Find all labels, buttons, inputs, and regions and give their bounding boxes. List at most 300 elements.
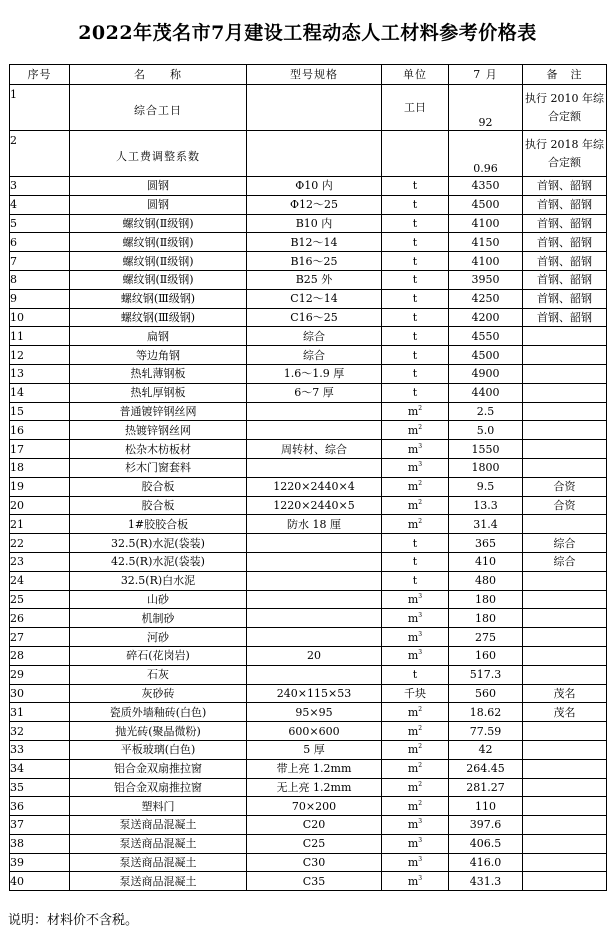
spec: 240×115×53	[276, 686, 352, 700]
material-name-cell	[70, 289, 247, 308]
material-name: 河砂	[147, 630, 169, 644]
unit-cell	[382, 496, 449, 515]
header-spec: 型号规格	[247, 65, 382, 85]
row-number-cell	[10, 703, 70, 722]
table-row	[10, 552, 607, 571]
material-name: 灰砂砖	[141, 686, 175, 700]
price-cell	[449, 759, 523, 778]
unit-cell	[382, 440, 449, 459]
spec: 1.6～1.9 厚	[283, 367, 345, 381]
unit-cell	[382, 515, 449, 534]
spec: B10 内	[295, 216, 333, 230]
price-cell	[449, 270, 523, 289]
row-number-cell	[10, 477, 70, 496]
unit-cell	[382, 872, 449, 891]
unit-cell	[382, 684, 449, 703]
table-row	[10, 703, 607, 722]
table-row	[10, 233, 607, 252]
price-cell	[449, 177, 523, 196]
spec: 防水 18 厘	[287, 517, 341, 531]
material-name: 热镀锌钢丝网	[125, 423, 191, 437]
table-row	[10, 458, 607, 477]
spec-cell	[247, 853, 382, 872]
price: 1550	[471, 442, 500, 456]
row-number: 26	[10, 611, 24, 625]
spec-cell	[247, 252, 382, 271]
material-name: 42.5(R)水泥(袋装)	[111, 555, 205, 569]
row-number-cell	[10, 131, 70, 177]
material-name-cell	[70, 421, 247, 440]
material-name-cell	[70, 85, 247, 131]
spec: 70×200	[291, 799, 337, 813]
unit: m	[407, 592, 419, 606]
note-cell	[523, 346, 607, 365]
table-row	[10, 270, 607, 289]
row-number-cell	[10, 327, 70, 346]
note: 综合	[553, 555, 576, 569]
price: 4500	[471, 198, 500, 212]
spec-cell	[247, 534, 382, 553]
row-number: 17	[10, 442, 24, 456]
spec-cell	[247, 759, 382, 778]
price-cell	[449, 571, 523, 590]
row-number-cell	[10, 571, 70, 590]
note-cell	[523, 177, 607, 196]
row-number: 12	[10, 348, 24, 362]
material-name: 普通镀锌钢丝网	[119, 404, 197, 418]
table-row	[10, 515, 607, 534]
table-row	[10, 496, 607, 515]
spec: C35	[302, 874, 326, 888]
material-name-cell	[70, 346, 247, 365]
material-name: 机制砂	[141, 611, 175, 625]
unit-cell	[382, 703, 449, 722]
price: 13.3	[473, 498, 498, 512]
row-number-cell	[10, 214, 70, 233]
note: 首钢、韶钢	[537, 254, 592, 268]
row-number: 10	[10, 310, 24, 324]
row-number: 36	[10, 799, 24, 813]
note: 首钢、韶钢	[537, 235, 592, 249]
material-name: 螺纹钢(Ⅱ级钢)	[122, 273, 194, 287]
table-row	[10, 440, 607, 459]
material-name: 泵送商品混凝土	[119, 837, 197, 851]
material-name: 碎石(花岗岩)	[126, 649, 190, 663]
spec-cell	[247, 816, 382, 835]
table-row	[10, 628, 607, 647]
row-number: 24	[10, 574, 24, 588]
unit: m	[407, 743, 419, 757]
unit: t	[412, 348, 418, 362]
table-row	[10, 571, 607, 590]
price: 264.45	[466, 762, 505, 776]
price-cell	[449, 853, 523, 872]
unit-exponent: 3	[418, 837, 423, 845]
table-row	[10, 214, 607, 233]
header-note: 备 注	[523, 65, 607, 85]
table-row	[10, 797, 607, 816]
row-number-cell	[10, 289, 70, 308]
unit: m	[407, 517, 419, 531]
note-cell	[523, 872, 607, 891]
note: 合资	[553, 480, 576, 494]
price: 4150	[471, 235, 500, 249]
row-number: 13	[10, 367, 24, 381]
unit: t	[412, 198, 418, 212]
material-name: 螺纹钢(Ⅲ级钢)	[120, 292, 196, 306]
price: 110	[475, 799, 496, 813]
row-number: 1	[10, 88, 17, 101]
material-name: 铝合金双扇推拉窗	[114, 780, 202, 794]
unit: t	[412, 386, 418, 400]
price: 9.5	[476, 480, 495, 494]
note-cell	[523, 214, 607, 233]
spec: 20	[307, 649, 321, 663]
row-number: 28	[10, 649, 24, 663]
spec: 1220×2440×4	[273, 480, 355, 494]
material-name-cell	[70, 722, 247, 741]
price: 160	[475, 649, 496, 663]
price-cell	[449, 609, 523, 628]
unit-exponent: 3	[418, 874, 423, 882]
spec-cell	[247, 496, 382, 515]
material-name: 泵送商品混凝土	[119, 818, 197, 832]
material-name-cell	[70, 759, 247, 778]
row-number: 7	[10, 254, 17, 268]
material-name: 1#胶胶合板	[127, 517, 189, 531]
unit-cell	[382, 402, 449, 421]
material-name: 铝合金双扇推拉窗	[114, 762, 202, 776]
note-cell	[523, 477, 607, 496]
spec-cell	[247, 383, 382, 402]
row-number: 38	[10, 837, 24, 851]
table-row	[10, 590, 607, 609]
material-name-cell	[70, 797, 247, 816]
row-number: 27	[10, 630, 24, 644]
unit-exponent: 3	[418, 856, 423, 864]
spec-cell	[247, 402, 382, 421]
material-name: 螺纹钢(Ⅱ级钢)	[122, 254, 194, 268]
price-cell	[449, 646, 523, 665]
unit: m	[407, 818, 419, 832]
unit-cell	[382, 797, 449, 816]
row-number: 22	[10, 536, 24, 550]
material-name: 32.5(R)白水泥	[120, 574, 196, 588]
row-number-cell	[10, 684, 70, 703]
header-name: 名 称	[70, 65, 247, 85]
material-name-cell	[70, 552, 247, 571]
unit: 工日	[404, 101, 426, 114]
price: 406.5	[469, 837, 502, 851]
row-number: 9	[10, 292, 17, 306]
unit-cell	[382, 383, 449, 402]
material-name-cell	[70, 778, 247, 797]
table-row	[10, 131, 607, 177]
unit-exponent: 2	[418, 743, 423, 751]
spec-cell	[247, 684, 382, 703]
material-name: 热轧薄钢板	[130, 367, 186, 381]
note-cell	[523, 233, 607, 252]
price: 180	[475, 592, 496, 606]
row-number: 37	[10, 818, 24, 832]
material-name: 抛光砖(聚晶微粉)	[115, 724, 201, 738]
material-name-cell	[70, 853, 247, 872]
row-number: 5	[10, 216, 17, 230]
footer-note: 说明：材料价不含税。	[8, 913, 139, 928]
unit: t	[412, 292, 418, 306]
unit-cell	[382, 327, 449, 346]
price: 4200	[471, 310, 500, 324]
material-name-cell	[70, 458, 247, 477]
row-number-cell	[10, 346, 70, 365]
row-number: 34	[10, 762, 24, 776]
note: 首钢、韶钢	[537, 310, 592, 324]
page-title: 2022年茂名市7月建设工程动态人工材料参考价格表	[78, 22, 537, 44]
price: 3950	[471, 273, 500, 287]
unit: m	[407, 442, 419, 456]
spec-cell	[247, 703, 382, 722]
spec-cell	[247, 421, 382, 440]
note-cell	[523, 703, 607, 722]
price-cell	[449, 85, 523, 131]
unit-cell	[382, 571, 449, 590]
price-cell	[449, 364, 523, 383]
unit: t	[412, 216, 418, 230]
note: 首钢、韶钢	[537, 179, 592, 193]
material-name-cell	[70, 440, 247, 459]
price-cell	[449, 722, 523, 741]
row-number-cell	[10, 308, 70, 327]
table-row	[10, 722, 607, 741]
spec-cell	[247, 797, 382, 816]
note-cell	[523, 421, 607, 440]
row-number: 4	[10, 198, 17, 212]
unit: m	[407, 423, 419, 437]
price: 1800	[471, 461, 500, 475]
note-cell	[523, 628, 607, 647]
unit: m	[407, 874, 419, 888]
price-cell	[449, 458, 523, 477]
price-cell	[449, 195, 523, 214]
table-row	[10, 646, 607, 665]
spec: C12～14	[290, 292, 338, 306]
price-cell	[449, 440, 523, 459]
spec-cell	[247, 552, 382, 571]
material-name-cell	[70, 383, 247, 402]
price-cell	[449, 289, 523, 308]
price-cell	[449, 703, 523, 722]
unit-cell	[382, 646, 449, 665]
material-name-cell	[70, 534, 247, 553]
price: 5.0	[476, 423, 495, 437]
spec-cell	[247, 289, 382, 308]
unit-cell	[382, 289, 449, 308]
note-cell	[523, 665, 607, 684]
spec: 无上亮 1.2mm	[276, 780, 352, 794]
unit-exponent: 2	[418, 517, 423, 525]
spec: 6～7 厚	[294, 386, 334, 400]
table-row	[10, 308, 607, 327]
price-cell	[449, 797, 523, 816]
material-name: 石灰	[147, 668, 169, 682]
spec-cell	[247, 177, 382, 196]
note-cell	[523, 646, 607, 665]
spec-cell	[247, 364, 382, 383]
note: 首钢、韶钢	[537, 292, 592, 306]
price: 4250	[471, 292, 500, 306]
spec-cell	[247, 515, 382, 534]
material-name-cell	[70, 684, 247, 703]
unit-exponent: 2	[418, 705, 423, 713]
spec: C20	[302, 818, 326, 832]
table-row	[10, 872, 607, 891]
unit-cell	[382, 853, 449, 872]
material-name: 综合工日	[134, 104, 182, 117]
note-cell	[523, 327, 607, 346]
unit-cell	[382, 740, 449, 759]
spec-cell	[247, 740, 382, 759]
row-number-cell	[10, 440, 70, 459]
note-cell	[523, 85, 607, 131]
material-name-cell	[70, 131, 247, 177]
price-cell	[449, 665, 523, 684]
spec-cell	[247, 665, 382, 684]
price: 77.59	[469, 724, 502, 738]
row-number-cell	[10, 496, 70, 515]
material-name: 塑料门	[141, 799, 175, 813]
unit-cell	[382, 131, 449, 177]
row-number-cell	[10, 233, 70, 252]
note-cell	[523, 778, 607, 797]
material-name-cell	[70, 214, 247, 233]
unit-exponent: 2	[418, 762, 423, 770]
row-number-cell	[10, 515, 70, 534]
note: 合资	[553, 498, 576, 512]
row-number-cell	[10, 402, 70, 421]
material-name-cell	[70, 402, 247, 421]
price: 0.96	[473, 162, 498, 175]
unit-exponent: 2	[418, 724, 423, 732]
table-row	[10, 816, 607, 835]
unit: t	[412, 273, 418, 287]
material-name-cell	[70, 308, 247, 327]
price-table	[9, 64, 607, 891]
material-name-cell	[70, 496, 247, 515]
material-name-cell	[70, 571, 247, 590]
price: 4100	[471, 254, 500, 268]
unit-exponent: 3	[418, 649, 423, 657]
unit-cell	[382, 628, 449, 647]
note: 茂名	[553, 705, 576, 719]
material-name: 泵送商品混凝土	[119, 856, 197, 870]
material-name: 胶合板	[141, 498, 175, 512]
material-name: 螺纹钢(Ⅱ级钢)	[122, 216, 194, 230]
table-row	[10, 477, 607, 496]
material-name: 瓷质外墙釉砖(白色)	[109, 705, 207, 719]
row-number: 39	[10, 856, 24, 870]
material-name: 等边角钢	[136, 348, 180, 362]
unit: m	[407, 630, 419, 644]
row-number: 29	[10, 668, 24, 682]
spec-cell	[247, 195, 382, 214]
row-number-cell	[10, 646, 70, 665]
unit-cell	[382, 609, 449, 628]
material-name: 32.5(R)水泥(袋装)	[111, 536, 205, 550]
row-number-cell	[10, 609, 70, 628]
note-cell	[523, 590, 607, 609]
row-number: 11	[10, 329, 24, 343]
price: 4900	[471, 367, 500, 381]
spec: C25	[302, 837, 326, 851]
note-cell	[523, 609, 607, 628]
material-name: 胶合板	[141, 480, 175, 494]
unit: t	[412, 574, 418, 588]
price: 4400	[471, 386, 500, 400]
price-cell	[449, 628, 523, 647]
price: 18.62	[469, 705, 502, 719]
price-cell	[449, 252, 523, 271]
row-number: 16	[10, 423, 24, 437]
row-number-cell	[10, 552, 70, 571]
note: 首钢、韶钢	[537, 273, 592, 287]
note: 执行 2010 年综合定额	[525, 92, 604, 123]
unit-cell	[382, 722, 449, 741]
table-row	[10, 834, 607, 853]
unit-cell	[382, 665, 449, 684]
unit-cell	[382, 195, 449, 214]
price-cell	[449, 816, 523, 835]
material-name-cell	[70, 628, 247, 647]
spec: 95×95	[295, 705, 333, 719]
unit-cell	[382, 477, 449, 496]
price-cell	[449, 740, 523, 759]
row-number: 25	[10, 592, 24, 606]
price: 180	[475, 611, 496, 625]
row-number-cell	[10, 740, 70, 759]
spec-cell	[247, 214, 382, 233]
row-number: 30	[10, 686, 24, 700]
unit-exponent: 2	[418, 780, 423, 788]
unit: t	[412, 235, 418, 249]
price: 281.27	[466, 780, 505, 794]
spec-cell	[247, 477, 382, 496]
note-cell	[523, 797, 607, 816]
price: 4550	[471, 329, 500, 343]
spec: Φ10 内	[295, 179, 333, 193]
note-cell	[523, 816, 607, 835]
row-number: 2	[10, 134, 17, 147]
unit: m	[407, 856, 419, 870]
material-name: 螺纹钢(Ⅱ级钢)	[122, 235, 194, 249]
unit: m	[407, 705, 419, 719]
spec: B12～14	[290, 235, 338, 249]
material-name-cell	[70, 195, 247, 214]
row-number: 23	[10, 555, 24, 569]
spec: 600×600	[288, 724, 340, 738]
price: 92	[478, 116, 493, 129]
unit: t	[412, 668, 418, 682]
unit: m	[407, 611, 419, 625]
price-cell	[449, 346, 523, 365]
price: 480	[475, 574, 496, 588]
row-number: 21	[10, 517, 24, 531]
material-name: 杉木门窗套料	[125, 461, 191, 475]
price-cell	[449, 872, 523, 891]
price-cell	[449, 496, 523, 515]
unit-cell	[382, 421, 449, 440]
price-cell	[449, 383, 523, 402]
table-row	[10, 421, 607, 440]
